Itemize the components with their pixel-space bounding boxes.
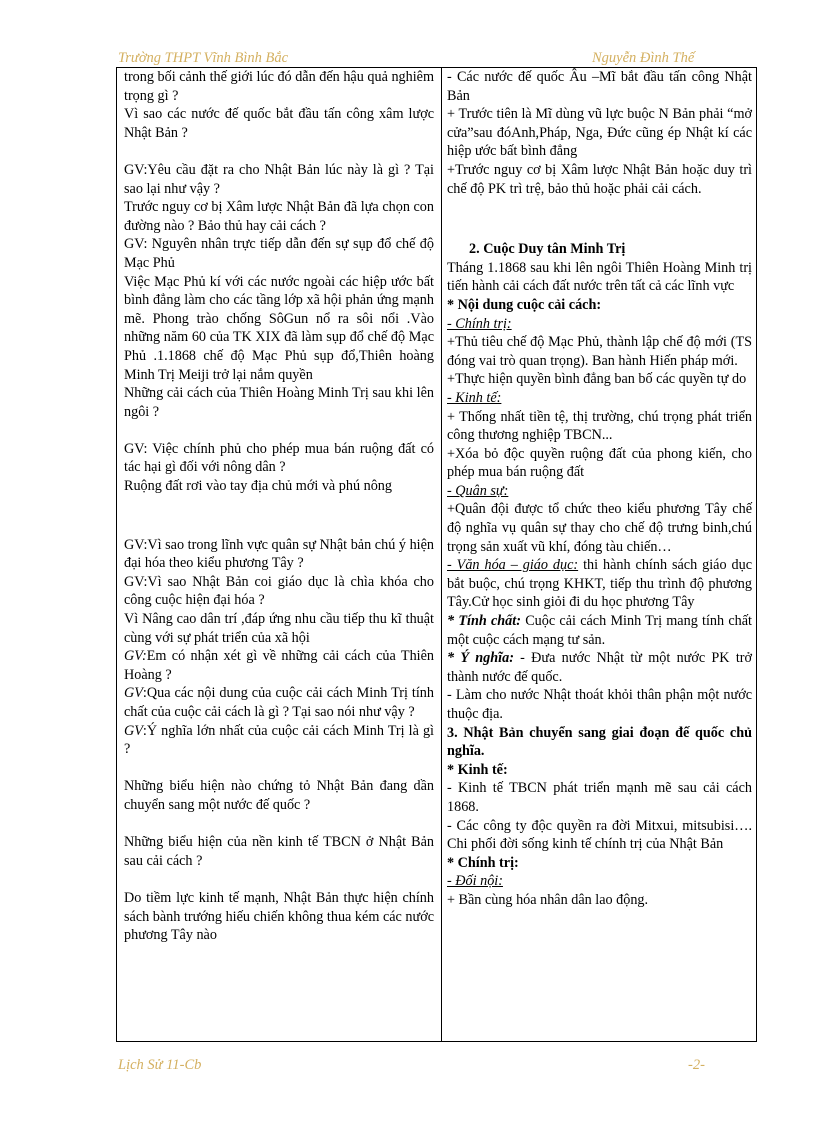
explanation-6: Việc Mạc Phủ kí với các nước ngoài các hiệp ước bất bình đẳng làm cho các tầng lớp xã hội phản ứng mạnh mẽ. Phong trào chống SôGun nổ ra sôi nổi .Vào những năm 60 của TK XIX đã làm sụp đổ chế độ Mạc Phủ .1.1868 chế độ Mạc Phủ sụp đổ,Thiên hoàng Minh Trị Meiji trở lại nắm quyền <box>124 273 434 383</box>
question-13 <box>124 647 434 684</box>
question-7: Những cải cách của Thiên Hoàng Minh Trị sau khi lên ngôi ? <box>124 385 434 420</box>
question-3: GV:Yêu cầu đặt ra cho Nhật Bản lúc này là gì ? Tại sao lại như vậy ? <box>124 161 434 197</box>
content-r5: Tháng 1.1868 sau khi lên ngôi Thiên Hoàng Minh trị tiến hành cải cách đất nước trên tất cả các lĩnh vực <box>447 259 752 295</box>
question-11: GV:Vì sao Nhật Bản coi giáo dục là chìa khóa cho công cuộc hiện đại hóa ? <box>124 573 434 609</box>
content-r15 <box>447 556 752 612</box>
content-r8: +Thủ tiêu chế độ Mạc Phủ, thành lập chế độ mới (TS đóng vai trò quan trọng). Ban hành Hiến pháp mới. <box>447 334 752 369</box>
content-r16-text: Cuộc cải cách Minh Trị mang tính chất một cuộc cách mạng tư sản. <box>447 613 753 648</box>
label-economy: - Kinh tế: <box>447 389 502 406</box>
answer-12: Vì Nâng cao dân trí ,đáp ứng nhu cầu tiếp thu kĩ thuật cùng với sự phát triển của xã hội <box>124 611 434 646</box>
content-r12: +Xóa bỏ độc quyền ruộng đất của phong kiến, cho phép mua bán ruộng đất <box>447 445 752 481</box>
question-10: GV:Vì sao trong lĩnh vực quân sự Nhật bản chú ý hiện đại hóa theo kiểu phương Tây ? <box>124 536 434 572</box>
answer-9: Ruộng đất rơi vào tay địa chủ mới và phú nông <box>124 478 392 495</box>
content-r16 <box>447 612 752 649</box>
content-r17-text: - Đưa nước Nhật từ một nước PK trở thành nước đế quốc. <box>447 650 752 685</box>
question-14-text: :Qua các nội dung của cuộc cải cách Minh Trị tính chất của cuộc cải cách là gì ? Tại sao nói như vậy ? <box>124 685 434 720</box>
label-domestic: - Đối nội: <box>447 873 503 890</box>
subheading-economy: * Kinh tế: <box>447 761 508 778</box>
column-divider <box>441 67 442 1042</box>
subheading-reform-content: * Nội dung cuộc cải cách: <box>447 296 602 313</box>
content-column <box>447 68 752 910</box>
content-r14: +Quân đội được tổ chức theo kiểu phương Tây chế độ nghĩa vụ quân sự thay cho chế độ trưng binh,chú trọng sản xuất vũ khí, đóng tàu chiến… <box>447 501 752 555</box>
label-culture-education: - Văn hóa – giáo dục: <box>447 557 579 574</box>
section-heading-3: 3. Nhật Bản chuyển sang giai đoạn đế quốc chủ nghĩa. <box>447 724 752 760</box>
footer-subject: Lịch Sử 11-Cb <box>118 1057 202 1073</box>
content-r9: +Thực hiện quyền bình đẳng ban bố các quyền tự do <box>447 371 747 388</box>
content-r18: - Làm cho nước Nhật thoát khỏi thân phận một nước thuộc địa. <box>447 687 752 722</box>
question-8: GV: Việc chính phủ cho phép mua bán ruộng đất có tác hại gì đối với nông dân ? <box>124 440 434 476</box>
question-5: GV: Nguyên nhân trực tiếp dẫn đến sự sụp đổ chế độ Mạc Phủ <box>124 236 434 271</box>
question-13-text: Em có nhận xét gì về những cải cách của Thiên Hoàng ? <box>124 648 434 683</box>
label-politics: - Chính trị: <box>447 315 512 332</box>
label-nature: * Tính chất: <box>447 613 521 630</box>
teacher-column <box>124 68 434 945</box>
label-significance: * Ý nghĩa: <box>447 650 514 667</box>
content-r11: + Thống nhất tiền tệ, thị trường, chú trọng phát triển công thương nghiệp TBCN... <box>447 408 752 444</box>
header-school: Trường THPT Vĩnh Bình Bắc <box>118 50 289 66</box>
statement-18: Do tiềm lực kinh tế mạnh, Nhật Bản thực hiện chính sách bành trướng hiếu chiến không thua kém các nước phương Tây nào <box>124 889 434 944</box>
header-author: Nguyễn Đình Thế <box>592 50 695 66</box>
content-r22: - Các công ty độc quyền ra đời Mitxui, mitsubisi…. Chi phối đời sống kinh tế chính trị của Nhật Bản <box>447 817 752 853</box>
question-1: trong bối cảnh thế giới lúc đó dẫn đến hậu quả nghiêm trọng gì ? <box>124 69 434 104</box>
content-r3: +Trước nguy cơ bị Xâm lược Nhật Bản hoặc duy trì chế độ PK trì trệ, bảo thủ hoặc phải cải cách. <box>447 161 752 197</box>
question-15 <box>124 722 434 759</box>
question-4: Trước nguy cơ bị Xâm lược Nhật Bản đã lựa chọn con đường nào ? Bảo thủ hay cải cách ? <box>124 199 434 234</box>
page-number: -2- <box>688 1057 705 1073</box>
gv-prefix: GV <box>124 685 143 702</box>
content-r25: + Bần cùng hóa nhân dân lao động. <box>447 891 649 908</box>
question-14 <box>124 684 434 721</box>
question-16: Những biểu hiện nào chứng tỏ Nhật Bản đang dần chuyển sang một nước đế quốc ? <box>124 778 434 813</box>
content-r15-text: thi hành chính sách giáo dục bắt buộc, chú trọng KHKT, tiếp thu trình độ phương Tây.Cử học sinh giỏi đi du học phương Tây <box>447 557 752 611</box>
subheading-politics: * Chính trị: <box>447 854 519 871</box>
content-r1: - Các nước đế quốc Âu –Mĩ bắt đầu tấn công Nhật Bản <box>447 69 752 104</box>
content-r2: + Trước tiên là Mĩ dùng vũ lực buộc N Bản phải “mở cửa”sau đóAnh,Pháp, Nga, Đức cũng ép Nhật kí các hiệp ước bất bình đẳng <box>447 106 752 160</box>
question-2: Vì sao các nước đế quốc bắt đầu tấn công xâm lược Nhật Bản ? <box>124 106 434 141</box>
gv-prefix: GV <box>124 722 143 739</box>
label-military: - Quân sự: <box>447 482 509 499</box>
content-r17 <box>447 649 752 686</box>
question-17: Những biểu hiện của nền kinh tế TBCN ở Nhật Bản sau cải cách ? <box>124 834 434 869</box>
gv-prefix: GV: <box>124 648 147 665</box>
section-heading-2: 2. Cuộc Duy tân Minh Trị <box>469 241 626 258</box>
question-15-text: :Ý nghĩa lớn nhất của cuộc cải cách Minh Trị là gì ? <box>124 722 434 758</box>
content-r21: - Kinh tế TBCN phát triển mạnh mẽ sau cải cách 1868. <box>447 780 752 815</box>
